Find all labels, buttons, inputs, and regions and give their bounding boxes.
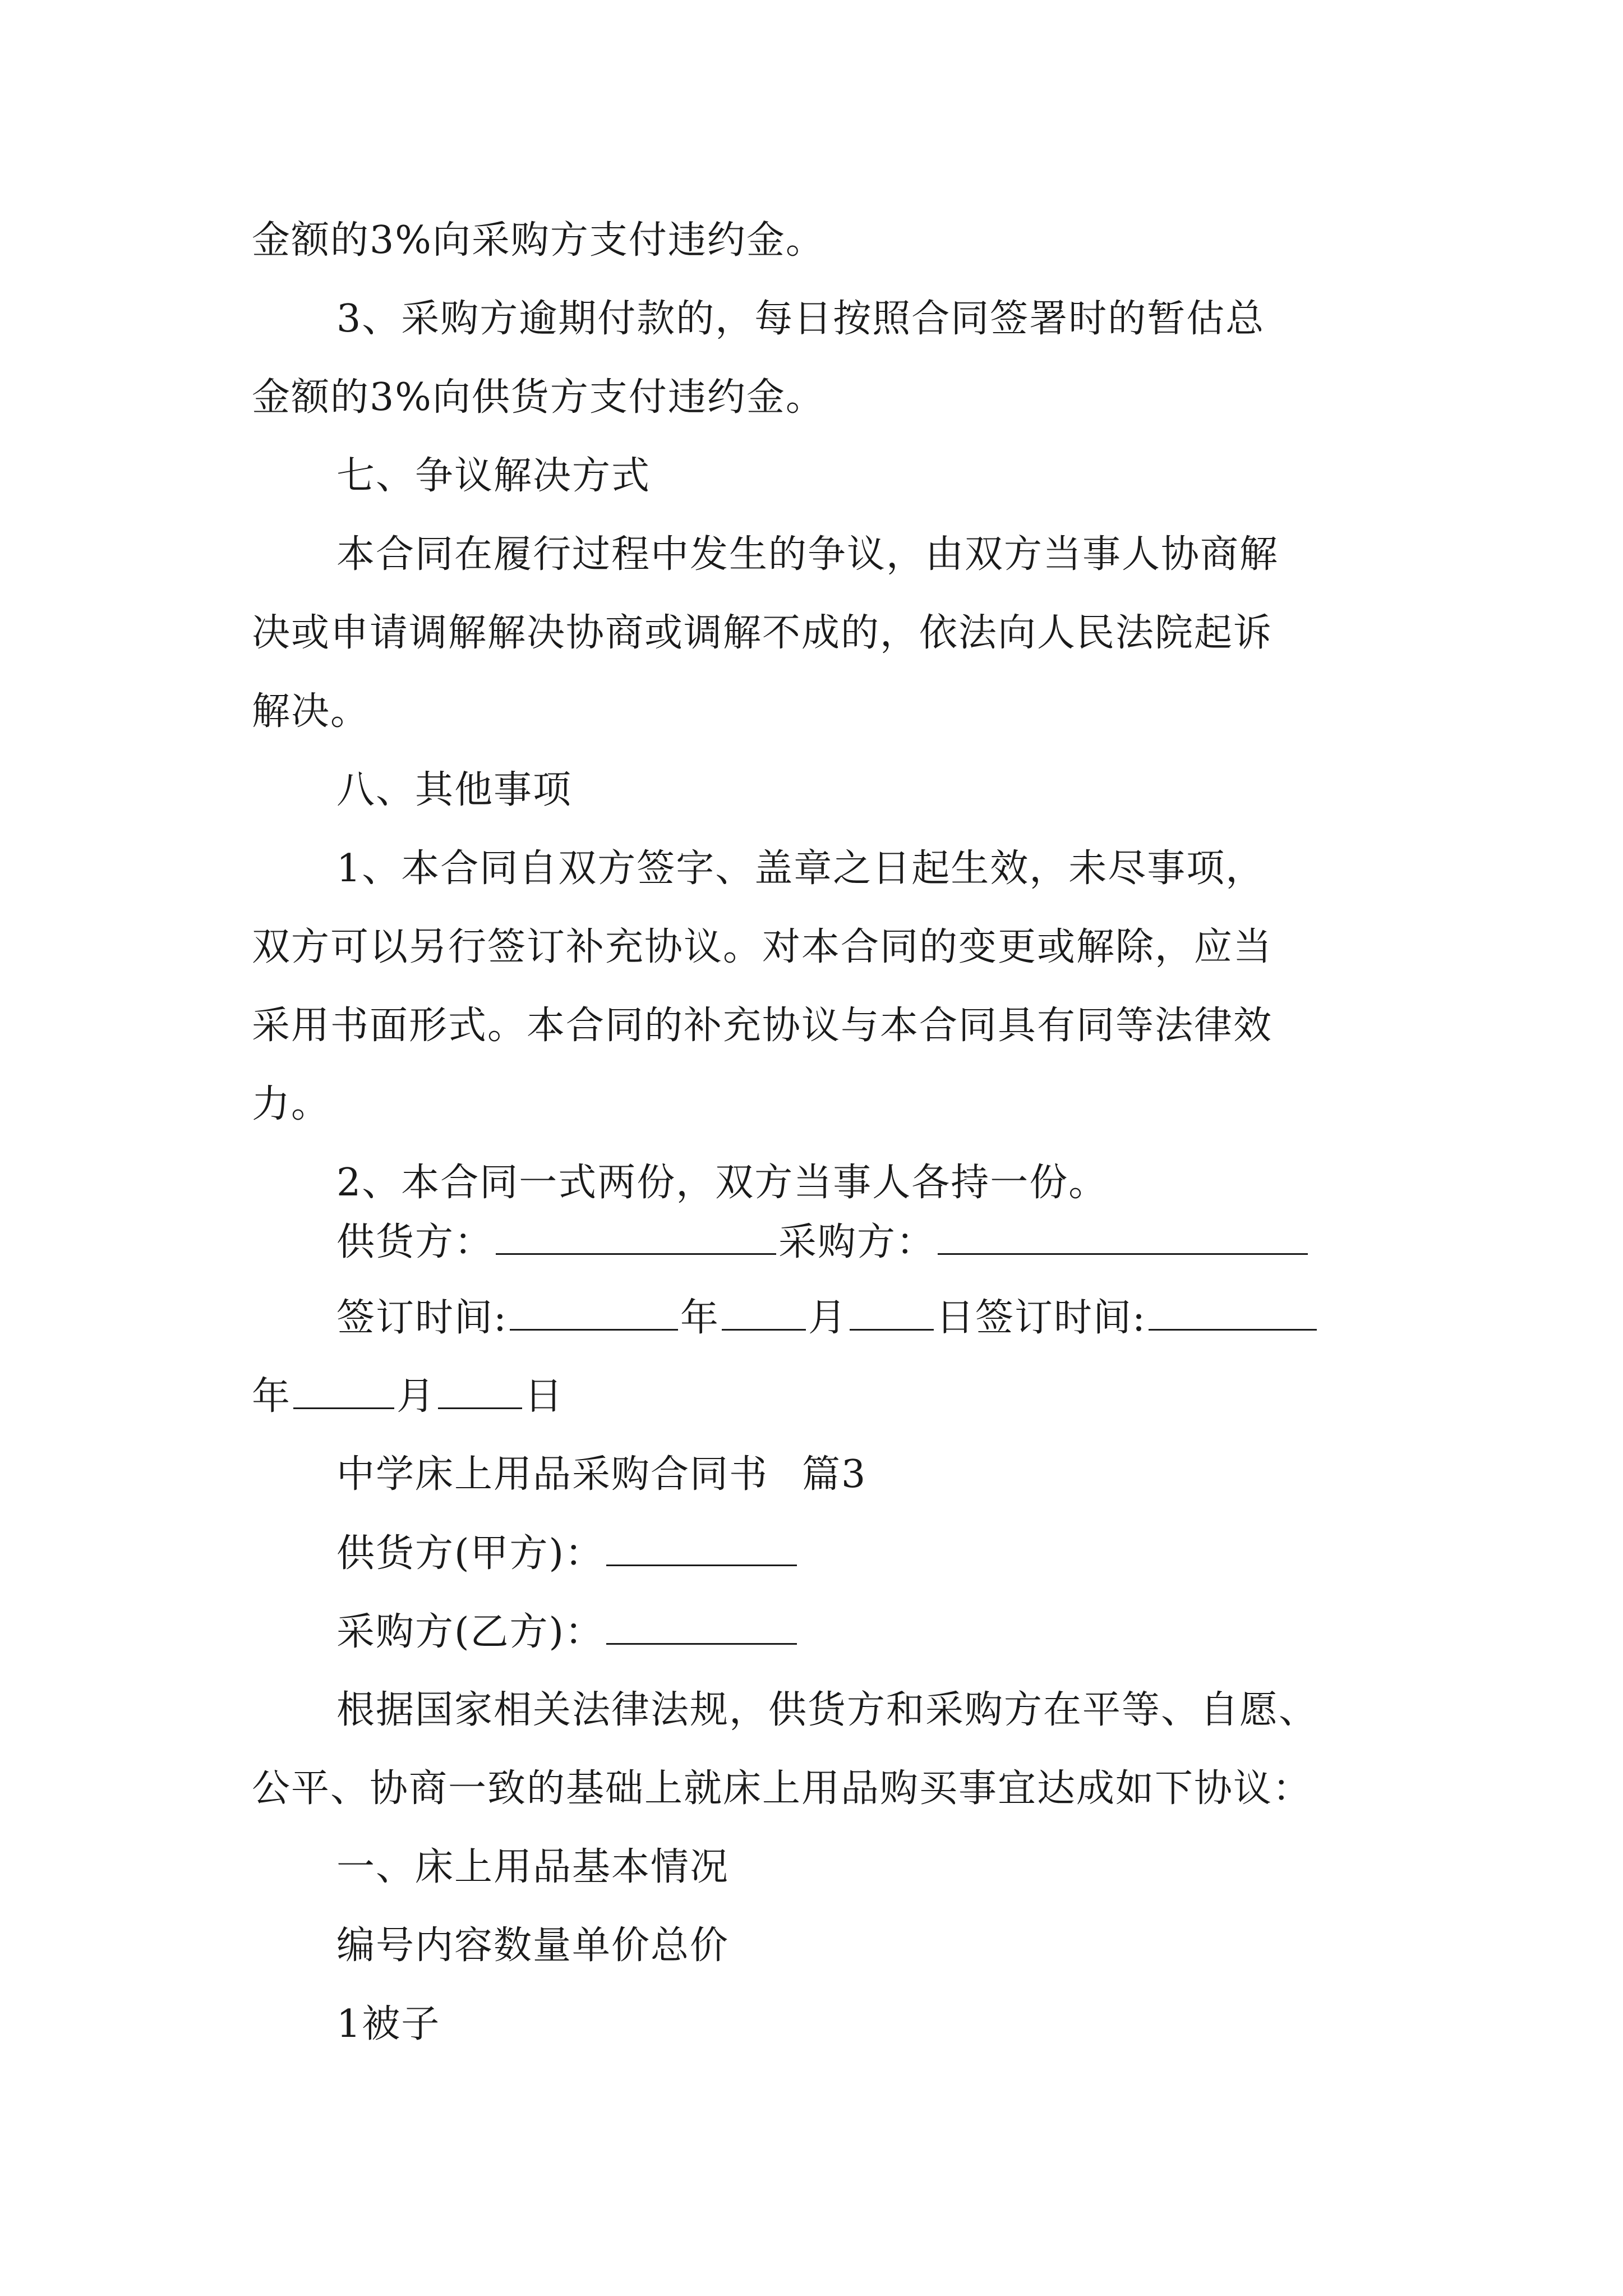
paragraph-line: 2、本合同一式两份，双方当事人各持一份。 — [336, 1161, 1108, 1205]
paragraph-line: 公平、协商一致的基础上就床上用品购买事宜达成如下协议： — [252, 1766, 1312, 1811]
day-blank-2 — [438, 1377, 522, 1409]
table-row: 1被子 — [336, 2002, 441, 2046]
month-label: 月 — [396, 1374, 436, 1419]
paragraph-line: 1、本合同自双方签字、盖章之日起生效，未尽事项， — [336, 846, 1265, 891]
paragraph-line: 双方可以另行签订补充协议。对本合同的变更或解除，应当 — [252, 925, 1273, 969]
date-label: 签订时间: — [336, 1296, 508, 1340]
day-blank — [850, 1299, 934, 1331]
party-b-blank — [606, 1613, 797, 1645]
paragraph-line: 解决。 — [252, 689, 370, 734]
paragraph-line: 力。 — [252, 1082, 331, 1126]
signing-date-line — [336, 1296, 1319, 1340]
year-blank — [510, 1299, 678, 1331]
signature-parties-line — [336, 1220, 1310, 1264]
section-heading: 八、其他事项 — [336, 768, 573, 812]
paragraph-line: 根据国家相关法律法规，供货方和采购方在平等、自愿、 — [336, 1688, 1318, 1732]
signing-date-line-2 — [252, 1374, 564, 1419]
party-b-label: 采购方(乙方)： — [336, 1610, 605, 1654]
year-blank-2 — [1149, 1299, 1317, 1331]
day-label: 日 — [524, 1374, 564, 1419]
party-a-label: 供货方(甲方)： — [336, 1531, 605, 1576]
party-b-line — [336, 1610, 799, 1654]
paragraph-line: 金额的3%向采购方支付违约金。 — [252, 218, 825, 263]
supplier-label: 供货方： — [336, 1220, 494, 1264]
buyer-label: 采购方： — [778, 1220, 936, 1264]
buyer-blank — [938, 1223, 1308, 1255]
section-heading: 一、床上用品基本情况 — [336, 1845, 730, 1889]
month-blank-2 — [293, 1377, 394, 1409]
month-label: 月 — [808, 1296, 847, 1340]
table-header-line: 编号内容数量单价总价 — [336, 1924, 730, 1968]
year-label: 年 — [680, 1296, 720, 1340]
paragraph-line: 金额的3%向供货方支付违约金。 — [252, 375, 825, 420]
year-label: 年 — [252, 1374, 292, 1419]
document-title — [336, 1452, 867, 1497]
party-a-blank — [606, 1534, 797, 1566]
paragraph-line: 采用书面形式。本合同的补充协议与本合同具有同等法律效 — [252, 1004, 1273, 1048]
paragraph-line: 决或申请调解解决协商或调解不成的，依法向人民法院起诉 — [252, 611, 1273, 655]
contract-title: 中学床上用品采购合同书 — [336, 1452, 769, 1497]
part-number: 篇3 — [802, 1452, 867, 1497]
month-blank — [722, 1299, 806, 1331]
party-a-line — [336, 1531, 799, 1576]
paragraph-line: 3、采购方逾期付款的，每日按照合同签署时的暂估总 — [336, 297, 1265, 341]
paragraph-line: 本合同在履行过程中发生的争议，由双方当事人协商解 — [336, 532, 1279, 577]
section-heading: 七、争议解决方式 — [336, 454, 651, 498]
supplier-blank — [496, 1223, 776, 1255]
day-date-label: 日签订时间: — [935, 1296, 1146, 1340]
